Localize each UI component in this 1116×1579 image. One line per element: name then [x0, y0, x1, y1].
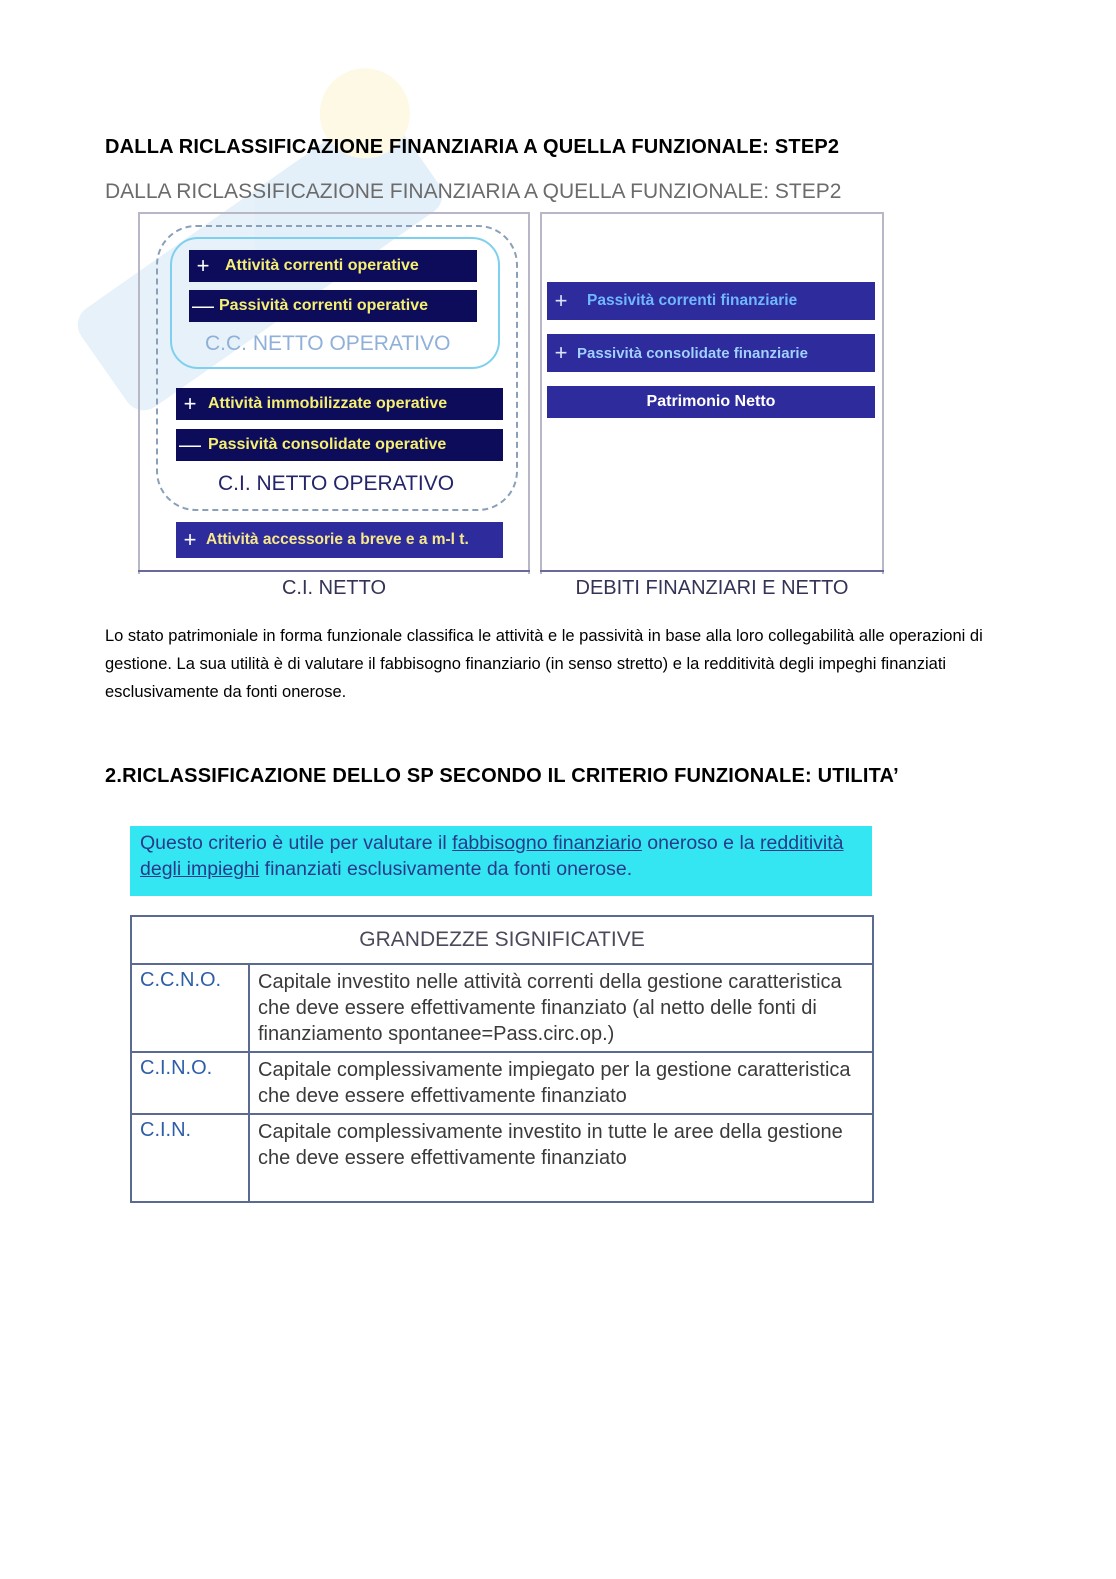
- plus-icon: +: [196, 253, 210, 278]
- table-header: GRANDEZZE SIGNIFICATIVE: [131, 916, 873, 964]
- bar-attivita-correnti-operative: + Attività correnti operative: [189, 250, 477, 282]
- utility-callout: Questo criterio è utile per valutare il fabbisogno finanziario oneroso e la redditività degli impieghi finanziati esclusivamente da fonti onerose.: [130, 826, 872, 896]
- plus-icon: +: [554, 340, 568, 365]
- link-redditivita: redditività degli impieghi: [140, 832, 844, 880]
- link-fabbisogno: fabbisogno finanziario: [452, 832, 642, 854]
- bar-passivita-consolidate-finanziarie: + Passività consolidate finanziarie: [547, 334, 875, 372]
- row-desc: Capitale complessivamente impiegato per la gestione caratteristica che deve essere effettivamente finanziato: [249, 1052, 873, 1114]
- left-footer: C.I. NETTO: [138, 570, 530, 606]
- cino-caption: C.I. NETTO OPERATIVO: [218, 472, 455, 495]
- minus-icon: —: [179, 432, 201, 457]
- table-row: [131, 1052, 873, 1114]
- row-abbr: C.I.N.O.: [131, 1052, 249, 1114]
- plus-icon: +: [183, 527, 197, 552]
- bar-attivita-immobilizzate-operative: + Attività immobilizzate operative: [176, 388, 503, 420]
- description-paragraph: Lo stato patrimoniale in forma funzionale classifica le attività e le passività in base alla loro collegabilità alle operazioni di gestione. La sua utilità è di valutare il fabbisogno finanziario (in senso stretto) e la redditività degli impeghi finanziati esclusivamente da fonti onerose.: [105, 627, 983, 701]
- grandezze-table: [130, 915, 874, 1203]
- right-footer: DEBITI FINANZIARI E NETTO: [540, 570, 884, 606]
- section2-heading: 2.RICLASSIFICAZIONE DELLO SP SECONDO IL CRITERIO FUNZIONALE: UTILITA’: [105, 765, 899, 787]
- row-desc: Capitale complessivamente investito in tutte le aree della gestione che deve essere effettivamente finanziato: [249, 1114, 873, 1202]
- minus-icon: —: [192, 293, 214, 318]
- bar-passivita-correnti-operative: — Passività correnti operative: [189, 290, 477, 322]
- bar-patrimonio-netto: Patrimonio Netto: [547, 386, 875, 418]
- plus-icon: +: [554, 288, 568, 313]
- bar-passivita-correnti-finanziarie: + Passività correnti finanziarie: [547, 282, 875, 320]
- bar-attivita-accessorie: + Attività accessorie a breve e a m-l t.: [176, 522, 503, 558]
- plus-icon: +: [183, 391, 197, 416]
- diagram-title: DALLA RICLASSIFICAZIONE FINANZIARIA A QUELLA FUNZIONALE: STEP2: [105, 180, 842, 203]
- table-row: [131, 1114, 873, 1202]
- ccn-caption: C.C. NETTO OPERATIVO: [205, 332, 451, 355]
- table-row: [131, 964, 873, 1052]
- row-abbr: C.I.N.: [131, 1114, 249, 1202]
- row-abbr: C.C.N.O.: [131, 964, 249, 1052]
- row-desc: Capitale investito nelle attività correnti della gestione caratteristica che deve essere effettivamente finanziato (al netto delle fonti di finanziamento spontanee=Pass.circ.op.): [249, 964, 873, 1052]
- section1-heading: DALLA RICLASSIFICAZIONE FINANZIARIA A QUELLA FUNZIONALE: STEP2: [105, 136, 840, 158]
- bar-passivita-consolidate-operative: — Passività consolidate operative: [176, 429, 503, 461]
